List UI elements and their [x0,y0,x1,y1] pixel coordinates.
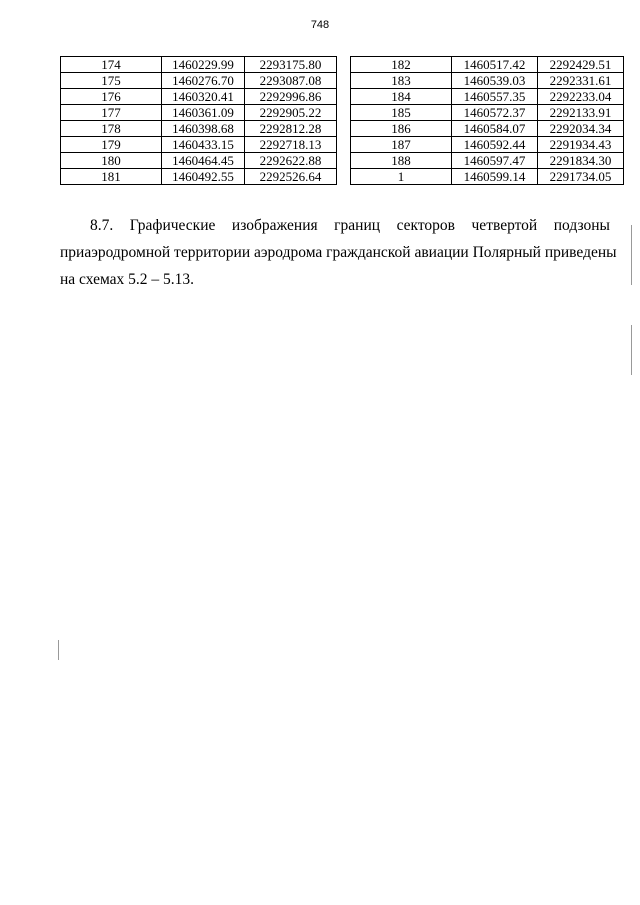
point-number-cell: 185 [351,105,452,121]
point-number-cell: 186 [351,121,452,137]
paragraph-word: подзоны [553,217,610,234]
y-coordinate-cell: 2292622.88 [245,153,337,169]
y-coordinate-cell: 2292429.51 [538,57,624,73]
x-coordinate-cell: 1460492.55 [162,169,245,185]
point-number-cell: 179 [61,137,162,153]
point-number-cell: 182 [351,57,452,73]
table-row [351,105,624,121]
point-number-cell: 188 [351,153,452,169]
y-coordinate-cell: 2292718.13 [245,137,337,153]
paragraph-word: четвертой [471,217,538,234]
coordinates-table-right [350,56,624,185]
point-number-cell: 174 [61,57,162,73]
y-coordinate-cell: 2291734.05 [538,169,624,185]
x-coordinate-cell: 1460592.44 [452,137,538,153]
table-row [351,137,624,153]
paragraph-word: 8.7. [90,217,114,234]
table-row [61,169,337,185]
table-row [61,73,337,89]
x-coordinate-cell: 1460464.45 [162,153,245,169]
page-number: 748 [310,19,330,31]
x-coordinate-cell: 1460599.14 [452,169,538,185]
point-number-cell: 184 [351,89,452,105]
table-row [61,89,337,105]
paragraph-8-7 [60,212,617,293]
paragraph-word: изображения [231,217,318,234]
scan-edge-mark [631,325,632,375]
point-number-cell: 177 [61,105,162,121]
table-row [351,153,624,169]
table-row [351,89,624,105]
point-number-cell: 176 [61,89,162,105]
y-coordinate-cell: 2293175.80 [245,57,337,73]
table-row [351,57,624,73]
y-coordinate-cell: 2293087.08 [245,73,337,89]
scan-edge-mark [58,640,59,660]
point-number-cell: 1 [351,169,452,185]
x-coordinate-cell: 1460361.09 [162,105,245,121]
x-coordinate-cell: 1460539.03 [452,73,538,89]
paragraph-line-2: приаэродромной территории аэродрома гражданской авиации Полярный приведены [60,244,617,261]
table-row [351,121,624,137]
point-number-cell: 187 [351,137,452,153]
paragraph-word: границ [334,217,381,234]
x-coordinate-cell: 1460584.07 [452,121,538,137]
x-coordinate-cell: 1460229.99 [162,57,245,73]
x-coordinate-cell: 1460517.42 [452,57,538,73]
y-coordinate-cell: 2292034.34 [538,121,624,137]
x-coordinate-cell: 1460557.35 [452,89,538,105]
y-coordinate-cell: 2292331.61 [538,73,624,89]
table-row [61,121,337,137]
y-coordinate-cell: 2292905.22 [245,105,337,121]
paragraph-word: Графические [129,217,216,234]
x-coordinate-cell: 1460597.47 [452,153,538,169]
y-coordinate-cell: 2292996.86 [245,89,337,105]
x-coordinate-cell: 1460433.15 [162,137,245,153]
x-coordinate-cell: 1460276.70 [162,73,245,89]
y-coordinate-cell: 2292526.64 [245,169,337,185]
y-coordinate-cell: 2292233.04 [538,89,624,105]
table-row [61,137,337,153]
y-coordinate-cell: 2292133.91 [538,105,624,121]
table-row [351,169,624,185]
point-number-cell: 183 [351,73,452,89]
scan-edge-mark [631,225,632,285]
y-coordinate-cell: 2292812.28 [245,121,337,137]
point-number-cell: 180 [61,153,162,169]
coordinates-table-left [60,56,337,185]
x-coordinate-cell: 1460572.37 [452,105,538,121]
paragraph-word: секторов [396,217,455,234]
paragraph-line-1 [60,212,610,239]
table-row [61,57,337,73]
table-row [61,105,337,121]
point-number-cell: 175 [61,73,162,89]
point-number-cell: 181 [61,169,162,185]
point-number-cell: 178 [61,121,162,137]
paragraph-line-3: на схемах 5.2 – 5.13. [60,271,195,288]
y-coordinate-cell: 2291834.30 [538,153,624,169]
y-coordinate-cell: 2291934.43 [538,137,624,153]
x-coordinate-cell: 1460398.68 [162,121,245,137]
table-row [351,73,624,89]
table-row [61,153,337,169]
x-coordinate-cell: 1460320.41 [162,89,245,105]
